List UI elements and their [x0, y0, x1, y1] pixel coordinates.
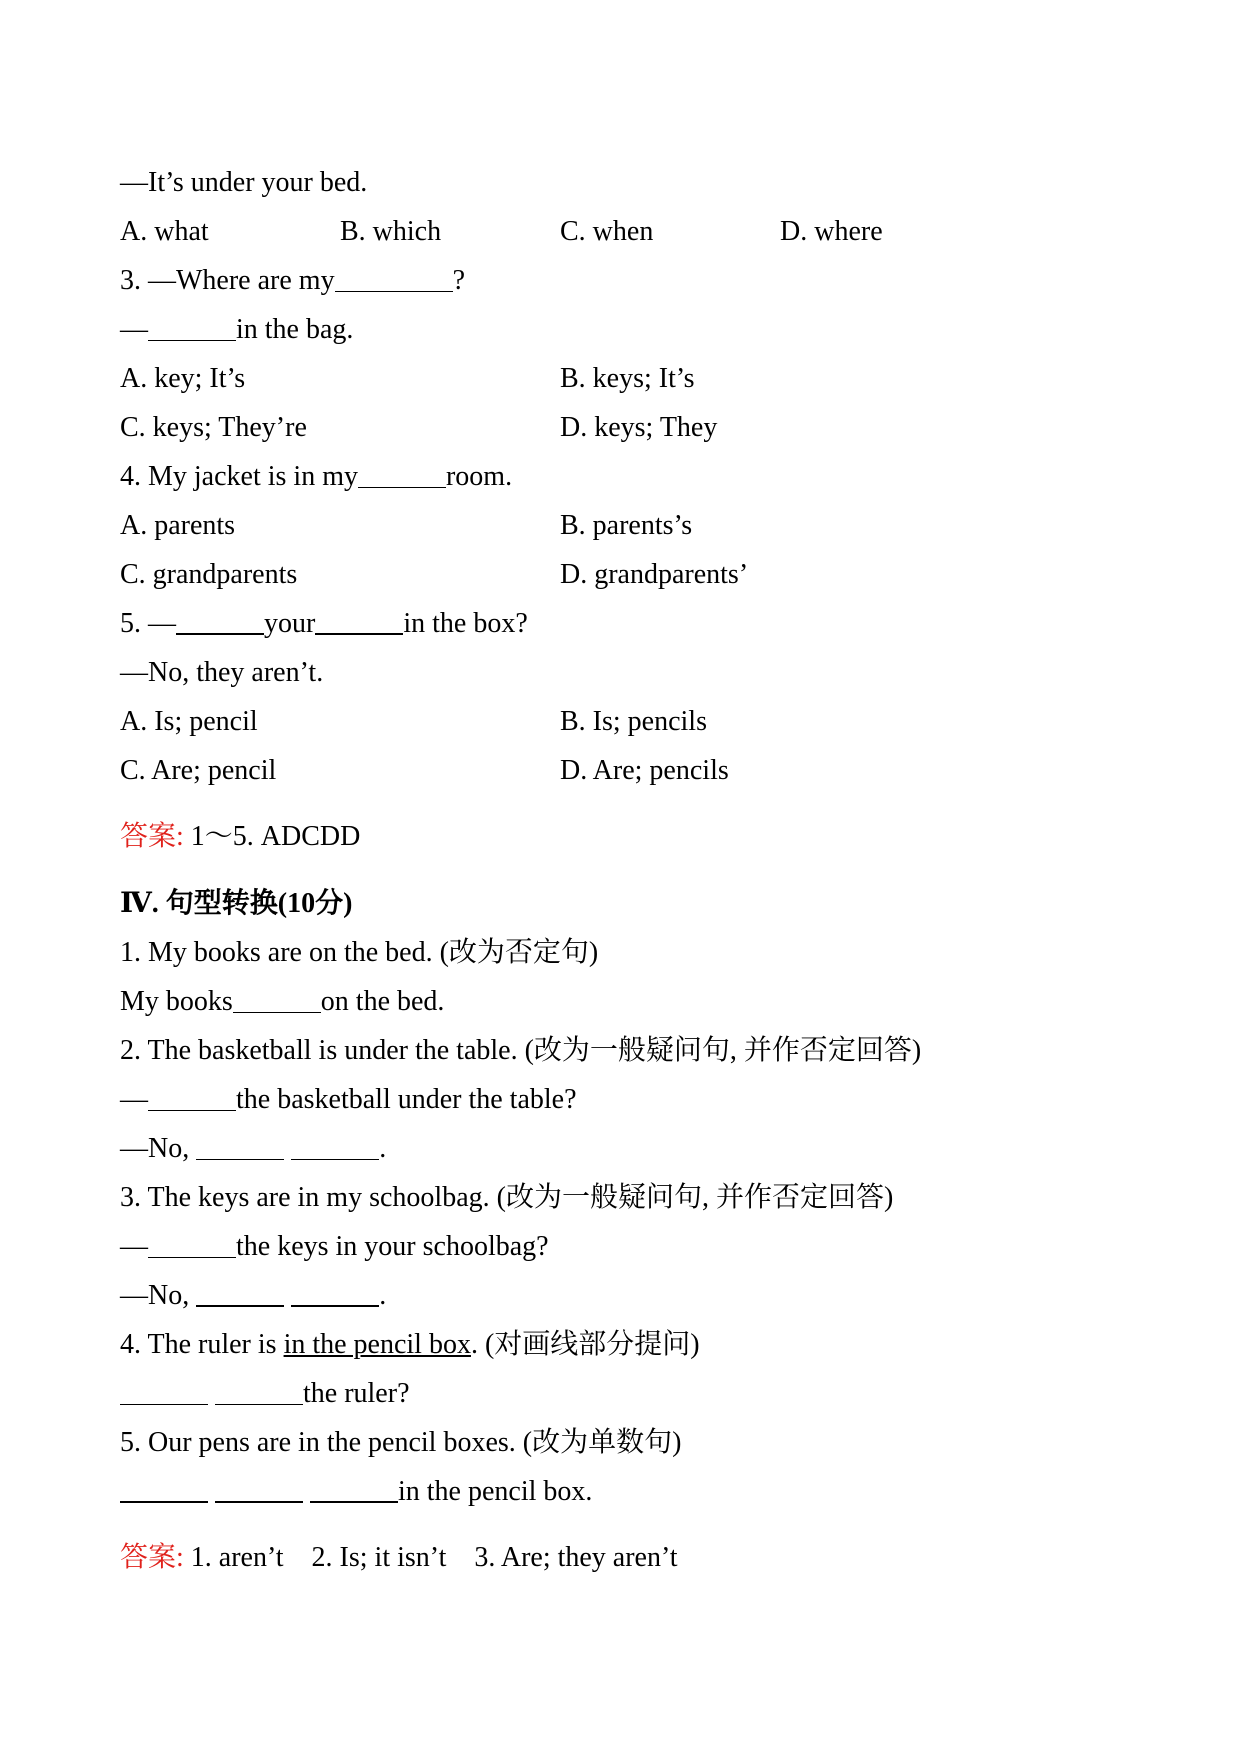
q3-blank-1: [335, 290, 453, 292]
q2-option-a: A. what: [120, 216, 209, 247]
q5-reply-text: —No, they aren’t.: [120, 657, 324, 688]
s4-item4-blank-2: [215, 1403, 303, 1405]
q4-option-a: A. parents: [120, 510, 236, 541]
q3-option-c: C. keys; They’re: [120, 412, 307, 443]
q5-stem: [120, 599, 1140, 648]
s4-item2-prompt-text: 2. The basketball is under the table. (改为一般疑问句, 并作否定回答): [120, 1035, 922, 1066]
s4-item5-line-after: in the pencil box.: [398, 1476, 593, 1507]
s4-item4-line-after: the ruler?: [303, 1378, 410, 1409]
s4-item4-line: [120, 1369, 1140, 1418]
q4-option-d: D. grandparents’: [560, 559, 749, 590]
s4-item3-reply: [120, 1271, 1140, 1320]
q5-option-a: A. Is; pencil: [120, 706, 258, 737]
s4-item1-line: [120, 977, 1140, 1026]
s4-item1-line-after: on the bed.: [320, 986, 445, 1017]
s4-item4-prompt: [120, 1320, 1140, 1369]
q4-blank: [358, 486, 446, 488]
q5-option-d: D. Are; pencils: [560, 755, 729, 786]
q5-stem-before: 5. —: [120, 608, 176, 639]
answer-text-1: 1～5. ADCDD: [183, 821, 361, 852]
s4-item4-prompt-underlined: in the pencil box: [283, 1329, 471, 1360]
s4-item2-blank-2: [196, 1158, 284, 1160]
q2-option-b: B. which: [340, 216, 442, 247]
q5-reply: [120, 648, 1140, 697]
s4-item3-reply-after: .: [379, 1280, 387, 1311]
q2-answer-line: [120, 158, 1140, 207]
s4-item5-prompt: [120, 1418, 1140, 1467]
s4-item3-prompt: [120, 1173, 1140, 1222]
q5-stem-after: in the box?: [403, 608, 528, 639]
q4-stem-after: room.: [445, 461, 513, 492]
q3-stem-after: ?: [452, 265, 466, 296]
worksheet-page: [120, 158, 1140, 1584]
q3-options-row-2: [120, 403, 1140, 452]
s4-item5-blank-1: [120, 1500, 208, 1503]
s4-item4-prompt-before: 4. The ruler is: [120, 1329, 284, 1360]
s4-item3-prompt-text: 3. The keys are in my schoolbag. (改为一般疑问句, 并作否定回答): [120, 1182, 894, 1213]
s4-item2-reply-before: —No,: [120, 1133, 197, 1164]
s4-item2-line-prefix: —: [120, 1084, 148, 1115]
answer-label-1: 答案:: [120, 821, 184, 852]
q3-blank-2: [148, 339, 236, 341]
q3-option-d: D. keys; They: [560, 412, 718, 443]
s4-item3-reply-before: —No,: [120, 1280, 197, 1311]
q5-options-row-1: [120, 697, 1140, 746]
answer-block-2: [120, 1532, 1140, 1584]
q5-stem-mid: your: [264, 608, 316, 639]
q2-option-d: D. where: [780, 216, 883, 247]
q5-blank-2: [315, 632, 403, 635]
q5-options-row-2: [120, 746, 1140, 795]
q5-option-b: B. Is; pencils: [560, 706, 707, 737]
q3-stem-before: 3. —Where are my: [120, 265, 335, 296]
answer-label-2: 答案:: [120, 1542, 184, 1573]
q4-options-row-1: [120, 501, 1140, 550]
q4-option-c: C. grandparents: [120, 559, 298, 590]
s4-item4-blank-1: [120, 1403, 208, 1405]
s4-item5-blank-2: [215, 1500, 303, 1503]
q2-answer-text: —It’s under your bed.: [120, 167, 368, 198]
answer-block-1: [120, 811, 1140, 863]
s4-item2-blank-3: [291, 1158, 379, 1160]
s4-item2-line: [120, 1075, 1140, 1124]
s4-item1-line-before: My books: [120, 986, 233, 1017]
s4-item2-blank-1: [148, 1109, 236, 1111]
q5-blank-1: [176, 632, 264, 635]
s4-item5-prompt-text: 5. Our pens are in the pencil boxes. (改为单数句): [120, 1427, 682, 1458]
q4-stem: [120, 452, 1140, 501]
s4-item3-blank-2: [196, 1304, 284, 1307]
q3-stem: [120, 256, 1140, 305]
q4-options-row-2: [120, 550, 1140, 599]
q3-option-b: B. keys; It’s: [560, 363, 695, 394]
s4-item2-reply: [120, 1124, 1140, 1173]
s4-item3-blank-1: [148, 1256, 236, 1258]
q2-options: [120, 207, 1140, 256]
s4-item3-line-prefix: —: [120, 1231, 148, 1262]
s4-item1-prompt-text: 1. My books are on the bed. (改为否定句): [120, 937, 599, 968]
q5-option-c: C. Are; pencil: [120, 755, 277, 786]
s4-item4-prompt-after: . (对画线部分提问): [470, 1329, 700, 1360]
s4-item2-line-after: the basketball under the table?: [236, 1084, 577, 1115]
s4-item1-prompt: [120, 928, 1140, 977]
q3-reply-after: in the bag.: [236, 314, 354, 345]
s4-item2-reply-after: .: [379, 1133, 387, 1164]
q4-stem-before: 4. My jacket is in my: [120, 461, 358, 492]
s4-item3-line: [120, 1222, 1140, 1271]
answer-text-2: 1. aren’t 2. Is; it isn’t 3. Are; they aren’t: [183, 1542, 678, 1573]
q4-option-b: B. parents’s: [560, 510, 693, 541]
q3-option-a: A. key; It’s: [120, 363, 246, 394]
q3-reply-prefix: —: [120, 314, 148, 345]
section-4-heading-text: Ⅳ. 句型转换(10分): [120, 888, 353, 919]
section-4-heading: [120, 879, 1140, 928]
q3-options-row-1: [120, 354, 1140, 403]
s4-item5-blank-3: [310, 1500, 398, 1503]
s4-item5-line: [120, 1467, 1140, 1516]
s4-item3-line-after: the keys in your schoolbag?: [236, 1231, 549, 1262]
s4-item1-blank: [233, 1011, 321, 1013]
s4-item3-blank-3: [291, 1304, 379, 1307]
s4-item2-prompt: [120, 1026, 1140, 1075]
q2-option-c: C. when: [560, 216, 654, 247]
q3-reply: [120, 305, 1140, 354]
